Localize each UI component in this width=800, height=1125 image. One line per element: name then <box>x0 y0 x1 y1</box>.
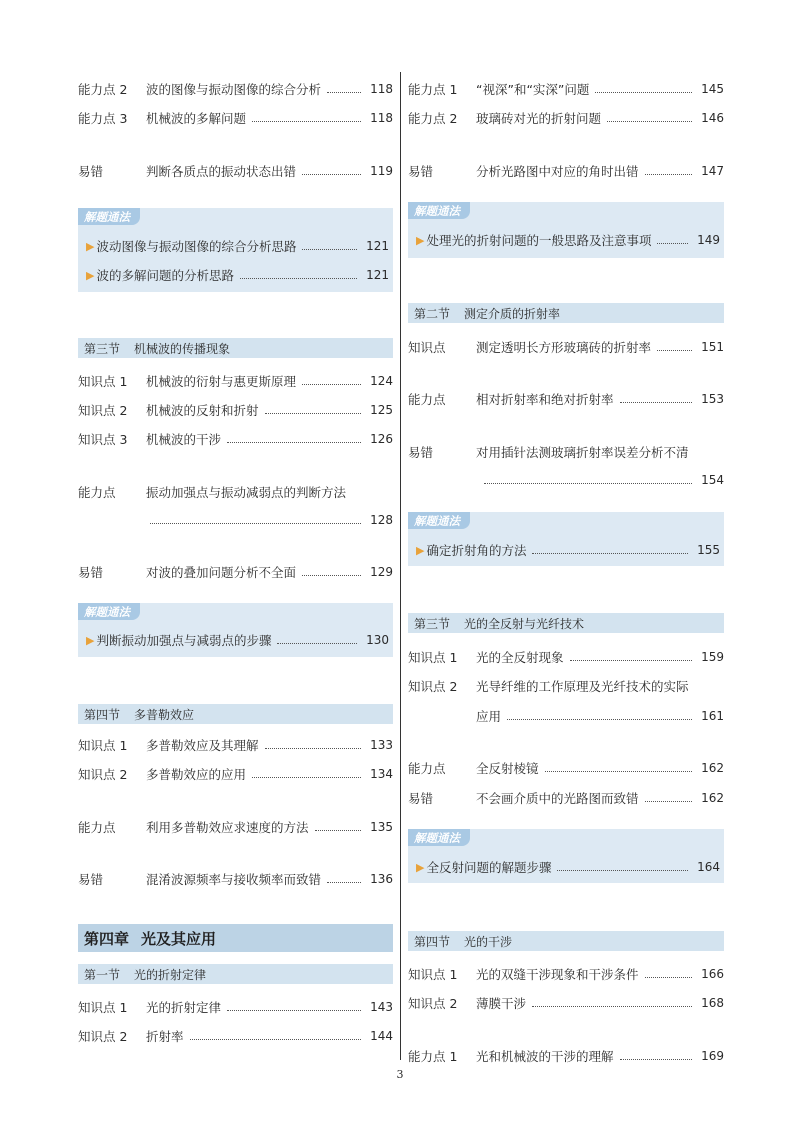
section-title: 光的全反射与光纤技术 <box>464 616 585 631</box>
toc-entry[interactable] <box>78 868 393 890</box>
entry-label: 易错 <box>408 791 434 806</box>
leader-dots <box>227 1010 361 1011</box>
tip-title: 波的多解问题的分析思路 <box>96 268 234 283</box>
leader-dots <box>190 1039 361 1040</box>
entry-label: 知识点 2 <box>78 1029 128 1044</box>
entry-label: 能力点 3 <box>78 111 128 126</box>
toc-entry[interactable] <box>78 481 393 503</box>
entry-page: 147 <box>701 164 724 178</box>
entry-label: 能力点 <box>408 392 446 407</box>
entry-label: 能力点 1 <box>408 1049 458 1064</box>
leader-dots <box>252 121 361 122</box>
section-header[interactable] <box>408 303 724 323</box>
entry-title: 不会画介质中的光路图而致错 <box>476 791 639 806</box>
section-title: 光的干涉 <box>464 934 513 949</box>
entry-page: 134 <box>370 767 393 781</box>
section-number: 第三节 <box>84 341 121 356</box>
chapter-title: 光及其应用 <box>141 929 217 948</box>
entry-page: 124 <box>370 374 393 388</box>
toc-entry[interactable] <box>408 757 724 779</box>
tip-tag: 解题通法 <box>78 603 140 620</box>
entry-title: 折射率 <box>146 1029 184 1044</box>
chapter-header[interactable] <box>78 924 393 952</box>
tip-page: 121 <box>366 268 389 282</box>
entry-label: 易错 <box>408 445 434 460</box>
entry-title: 机械波的干涉 <box>146 432 222 447</box>
entry-label: 易错 <box>408 164 434 179</box>
toc-entry[interactable] <box>408 160 724 182</box>
entry-title: 薄膜干涉 <box>476 996 527 1011</box>
toc-entry-continuation[interactable] <box>408 469 724 491</box>
leader-dots <box>545 771 692 772</box>
page-number: 3 <box>396 1068 404 1081</box>
section-header[interactable] <box>78 338 393 358</box>
entry-label: 知识点 2 <box>78 767 128 782</box>
entry-label: 能力点 2 <box>408 111 458 126</box>
entry-title: 机械波的多解问题 <box>146 111 247 126</box>
toc-entry[interactable] <box>78 78 393 100</box>
leader-dots <box>645 174 692 175</box>
entry-title: 光和机械波的干涉的理解 <box>476 1049 614 1064</box>
toc-entry[interactable] <box>408 441 724 463</box>
entry-title: 机械波的衍射与惠更斯原理 <box>146 374 297 389</box>
entry-title: 多普勒效应及其理解 <box>146 738 259 753</box>
toc-entry[interactable] <box>78 996 393 1018</box>
tip-entry[interactable] <box>86 629 389 651</box>
leader-dots <box>315 830 361 831</box>
tip-title: 确定折射角的方法 <box>426 543 527 558</box>
leader-dots <box>532 1006 692 1007</box>
leader-dots <box>484 483 692 484</box>
entry-title: 振动加强点与振动减弱点的判断方法 <box>146 485 347 500</box>
entry-page: 162 <box>701 791 724 805</box>
entry-label: 知识点 1 <box>408 650 458 665</box>
leader-dots <box>620 402 692 403</box>
toc-entry[interactable] <box>408 1045 724 1067</box>
toc-entry[interactable] <box>408 388 724 410</box>
tip-entry[interactable] <box>416 539 720 561</box>
entry-page: 159 <box>701 650 724 664</box>
entry-page: 143 <box>370 1000 393 1014</box>
section-number: 第三节 <box>414 616 451 631</box>
section-title: 光的折射定律 <box>134 967 207 982</box>
leader-dots <box>302 575 361 576</box>
leader-dots <box>607 121 692 122</box>
section-header[interactable] <box>78 704 393 724</box>
entry-page: 135 <box>370 820 393 834</box>
entry-label: 知识点 2 <box>408 996 458 1011</box>
leader-dots <box>240 278 357 279</box>
entry-page: 119 <box>370 164 393 178</box>
entry-title: 机械波的反射和折射 <box>146 403 259 418</box>
section-title: 测定介质的折射率 <box>464 306 561 321</box>
toc-entry[interactable] <box>408 107 724 129</box>
entry-label: 知识点 2 <box>78 403 128 418</box>
entry-page: 161 <box>701 709 724 723</box>
tip-entry[interactable] <box>86 264 389 286</box>
tip-entry[interactable] <box>416 856 720 878</box>
tip-title: 波动图像与振动图像的综合分析思路 <box>96 239 297 254</box>
toc-entry[interactable] <box>78 107 393 129</box>
entry-label: 能力点 <box>78 485 116 500</box>
toc-entry[interactable] <box>78 428 393 450</box>
entry-title: 玻璃砖对光的折射问题 <box>476 111 602 126</box>
leader-dots <box>620 1059 692 1060</box>
entry-page: 145 <box>701 82 724 96</box>
entry-page: 151 <box>701 340 724 354</box>
section-title: 机械波的传播现象 <box>134 341 231 356</box>
toc-entry[interactable] <box>408 646 724 668</box>
section-number: 第四节 <box>84 707 121 722</box>
entry-label: 能力点 2 <box>78 82 128 97</box>
toc-entry[interactable] <box>408 787 724 809</box>
triangle-right-icon: ▶ <box>416 860 425 874</box>
tip-page: 130 <box>366 633 389 647</box>
toc-entry[interactable] <box>78 763 393 785</box>
tip-page: 121 <box>366 239 389 253</box>
entry-title: 判断各质点的振动状态出错 <box>146 164 297 179</box>
entry-page: 128 <box>370 513 393 527</box>
toc-entry[interactable] <box>408 675 724 697</box>
section-header[interactable] <box>78 964 393 984</box>
entry-title: 混淆波源频率与接收频率而致错 <box>146 872 322 887</box>
entry-label: 知识点 1 <box>78 374 128 389</box>
entry-page: 154 <box>701 473 724 487</box>
tip-tag: 解题通法 <box>408 512 470 529</box>
entry-label: 知识点 1 <box>408 967 458 982</box>
tip-title: 判断振动加强点与减弱点的步骤 <box>96 633 272 648</box>
toc-entry[interactable] <box>78 561 393 583</box>
entry-title: 对波的叠加问题分析不全面 <box>146 565 297 580</box>
tip-box <box>78 208 393 292</box>
tip-box <box>78 603 393 657</box>
entry-label: 易错 <box>78 872 104 887</box>
triangle-right-icon: ▶ <box>86 239 95 253</box>
entry-page: 169 <box>701 1049 724 1063</box>
toc-entry[interactable] <box>408 78 724 100</box>
leader-dots <box>327 882 361 883</box>
triangle-right-icon: ▶ <box>416 543 425 557</box>
leader-dots <box>570 660 692 661</box>
section-header[interactable] <box>408 931 724 951</box>
entry-page: 118 <box>370 111 393 125</box>
tip-box <box>408 829 724 883</box>
entry-title: 光的折射定律 <box>146 1000 222 1015</box>
leader-dots <box>507 719 692 720</box>
tip-tag: 解题通法 <box>78 208 140 225</box>
entry-page: 125 <box>370 403 393 417</box>
entry-title: 波的图像与振动图像的综合分析 <box>146 82 322 97</box>
section-number: 第二节 <box>414 306 451 321</box>
toc-entry[interactable] <box>78 1025 393 1047</box>
leader-dots <box>302 249 357 250</box>
entry-label: 能力点 1 <box>408 82 458 97</box>
tip-box <box>408 512 724 566</box>
leader-dots <box>645 977 692 978</box>
entry-page: 129 <box>370 565 393 579</box>
entry-label: 知识点 <box>408 340 446 355</box>
entry-title: 相对折射率和绝对折射率 <box>476 392 614 407</box>
entry-page: 136 <box>370 872 393 886</box>
entry-title: 分析光路图中对应的角时出错 <box>476 164 639 179</box>
leader-dots <box>557 870 688 871</box>
toc-entry[interactable] <box>78 160 393 182</box>
entry-title: 光的双缝干涉现象和干涉条件 <box>476 967 639 982</box>
entry-page: 118 <box>370 82 393 96</box>
tip-tag: 解题通法 <box>408 202 470 219</box>
entry-title: 多普勒效应的应用 <box>146 767 247 782</box>
tip-box <box>408 202 724 258</box>
tip-page: 155 <box>697 543 720 557</box>
entry-title: 对用插针法测玻璃折射率误差分析不清 <box>476 445 689 460</box>
leader-dots <box>595 92 692 93</box>
toc-entry[interactable] <box>408 963 724 985</box>
tip-title: 全反射问题的解题步骤 <box>426 860 552 875</box>
tip-entry[interactable] <box>416 229 720 251</box>
triangle-right-icon: ▶ <box>86 268 95 282</box>
leader-dots <box>327 92 361 93</box>
leader-dots <box>227 442 361 443</box>
toc-entry[interactable] <box>408 336 724 358</box>
entry-page: 146 <box>701 111 724 125</box>
entry-title: 全反射棱镜 <box>476 761 539 776</box>
entry-label: 能力点 <box>408 761 446 776</box>
leader-dots <box>657 350 692 351</box>
toc-entry-continuation[interactable] <box>78 509 393 531</box>
leader-dots <box>150 523 361 524</box>
entry-label: 能力点 <box>78 820 116 835</box>
entry-page: 168 <box>701 996 724 1010</box>
entry-page: 126 <box>370 432 393 446</box>
entry-title: 测定透明长方形玻璃砖的折射率 <box>476 340 652 355</box>
toc-entry[interactable] <box>78 816 393 838</box>
leader-dots <box>265 748 361 749</box>
leader-dots <box>265 413 361 414</box>
leader-dots <box>645 801 692 802</box>
tip-tag: 解题通法 <box>408 829 470 846</box>
toc-entry-continuation[interactable] <box>408 705 724 727</box>
entry-page: 166 <box>701 967 724 981</box>
entry-label: 知识点 1 <box>78 1000 128 1015</box>
entry-page: 133 <box>370 738 393 752</box>
entry-page: 144 <box>370 1029 393 1043</box>
entry-title: “视深”和“实深”问题 <box>476 82 590 97</box>
column-divider <box>400 72 401 1060</box>
entry-label: 知识点 3 <box>78 432 128 447</box>
entry-label: 易错 <box>78 565 104 580</box>
leader-dots <box>532 553 688 554</box>
leader-dots <box>277 643 357 644</box>
triangle-right-icon: ▶ <box>86 633 95 647</box>
entry-label: 易错 <box>78 164 104 179</box>
tip-page: 164 <box>697 860 720 874</box>
entry-title: 利用多普勒效应求速度的方法 <box>146 820 309 835</box>
entry-label: 知识点 1 <box>78 738 128 753</box>
tip-title: 处理光的折射问题的一般思路及注意事项 <box>426 233 652 248</box>
toc-entry[interactable] <box>408 992 724 1014</box>
leader-dots <box>252 777 361 778</box>
entry-page: 153 <box>701 392 724 406</box>
leader-dots <box>302 384 361 385</box>
entry-title-cont: 应用 <box>476 709 502 724</box>
triangle-right-icon: ▶ <box>416 233 425 247</box>
chapter-number: 第四章 <box>84 929 130 948</box>
tip-page: 149 <box>697 233 720 247</box>
section-header[interactable] <box>408 613 724 633</box>
entry-title: 光的全反射现象 <box>476 650 564 665</box>
toc-entry[interactable] <box>78 734 393 756</box>
section-title: 多普勒效应 <box>134 707 195 722</box>
entry-title: 光导纤维的工作原理及光纤技术的实际 <box>476 679 689 694</box>
tip-entry[interactable] <box>86 235 389 257</box>
section-number: 第一节 <box>84 967 121 982</box>
toc-entry[interactable] <box>78 399 393 421</box>
entry-page: 162 <box>701 761 724 775</box>
section-number: 第四节 <box>414 934 451 949</box>
leader-dots <box>302 174 361 175</box>
entry-label: 知识点 2 <box>408 679 458 694</box>
toc-entry[interactable] <box>78 370 393 392</box>
leader-dots <box>657 243 688 244</box>
